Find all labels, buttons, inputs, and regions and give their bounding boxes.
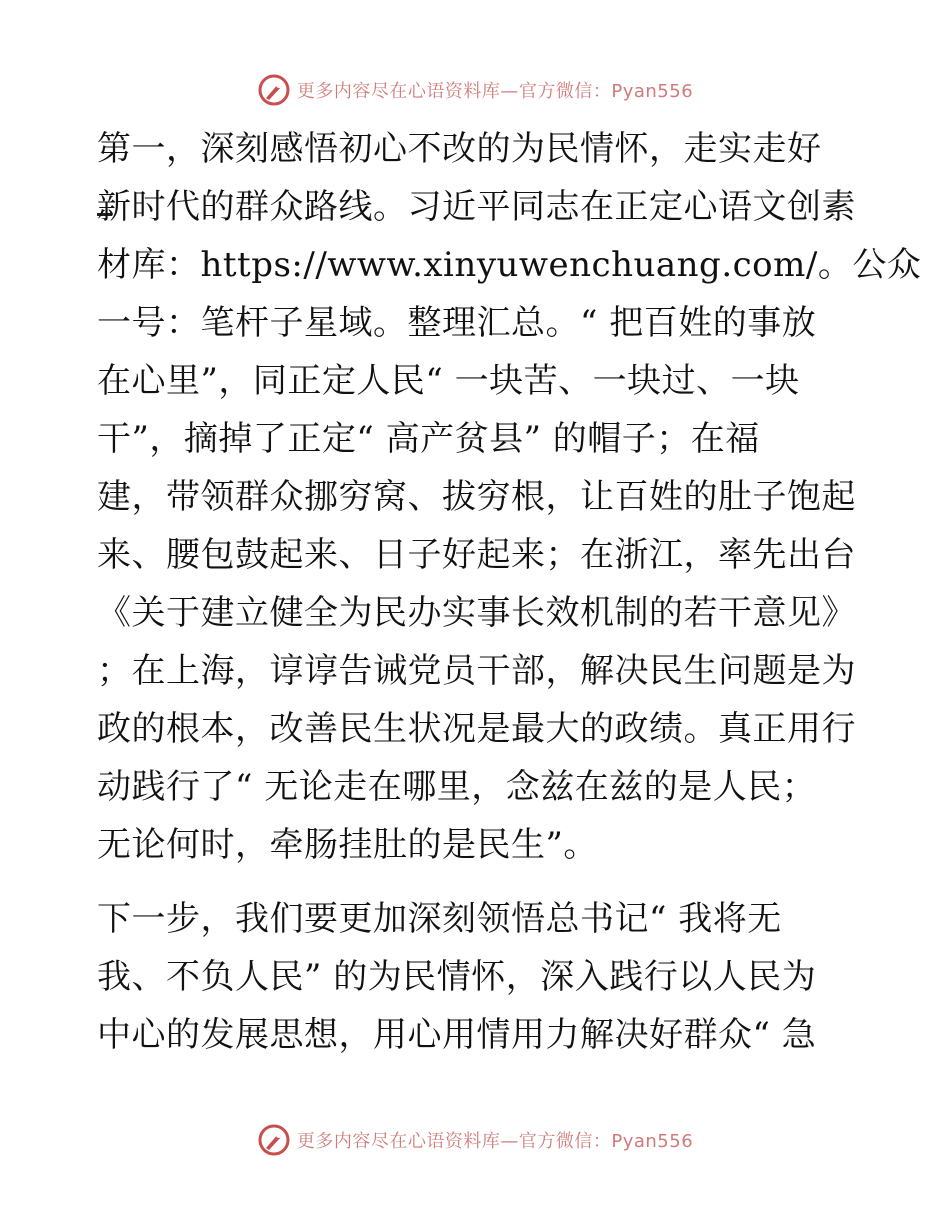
text-line: 来、腰包鼓起来、日子好起来；在浙江，率先出台 <box>97 535 856 575</box>
text-line: 政的根本，改善民生状况是最大的政绩。真正用行 <box>97 709 856 749</box>
text-line: 我、不负人民” 的为民情怀，深入践行以人民为 <box>97 957 817 997</box>
text-line: ；在上海，谆谆告诫党员干部，解决民生问题是为 <box>97 651 856 691</box>
pen-nib-logo-icon <box>257 73 291 107</box>
footer-watermark-banner <box>0 1120 950 1160</box>
text-line: 第一，深刻感悟初心不改的为民情怀，走实走好 <box>97 129 822 169</box>
text-line: 无论何时，牵肠挂肚的是民生”。 <box>97 825 598 865</box>
text-line: 动践行了“ 无论走在哪里，念兹在兹的是人民； <box>97 767 817 807</box>
footer-watermark-text: 更多内容尽在心语资料库—官方微信：Pyan556 <box>296 1131 694 1152</box>
text-line: 一号：笔杆子星域。整理汇总。“ 把百姓的事放 <box>97 303 817 343</box>
header-watermark-banner <box>0 70 950 110</box>
text-line: 新时代的群众路线。习近平同志在正定心语文创素 <box>97 187 856 227</box>
text-line: 中心的发展思想，用心用情用力解决好群众“ 急 <box>97 1015 817 1055</box>
paragraph <box>97 890 857 1064</box>
pen-nib-logo-icon <box>257 1123 291 1157</box>
text-line: 材库：https://www.xinyuwenchuang.com/。公众 <box>97 245 922 285</box>
paragraph-spacer <box>97 874 857 890</box>
text-line: 《关于建立健全为民办实事长效机制的若干意见》 <box>97 593 856 633</box>
text-line: 干”，摘掉了正定“ 高产贫县” 的帽子；在福 <box>97 419 760 459</box>
document-body <box>97 120 922 1064</box>
text-line: 建，带领群众挪穷窝、拔穷根，让百姓的肚子饱起 <box>97 477 856 517</box>
text-line: 在心里”，同正定人民“ 一块苦、一块过、一块 <box>97 361 800 401</box>
paragraph <box>97 120 922 874</box>
text-line: 下一步，我们要更加深刻领悟总书记“ 我将无 <box>97 899 782 939</box>
header-watermark-text: 更多内容尽在心语资料库—官方微信：Pyan556 <box>296 81 694 102</box>
